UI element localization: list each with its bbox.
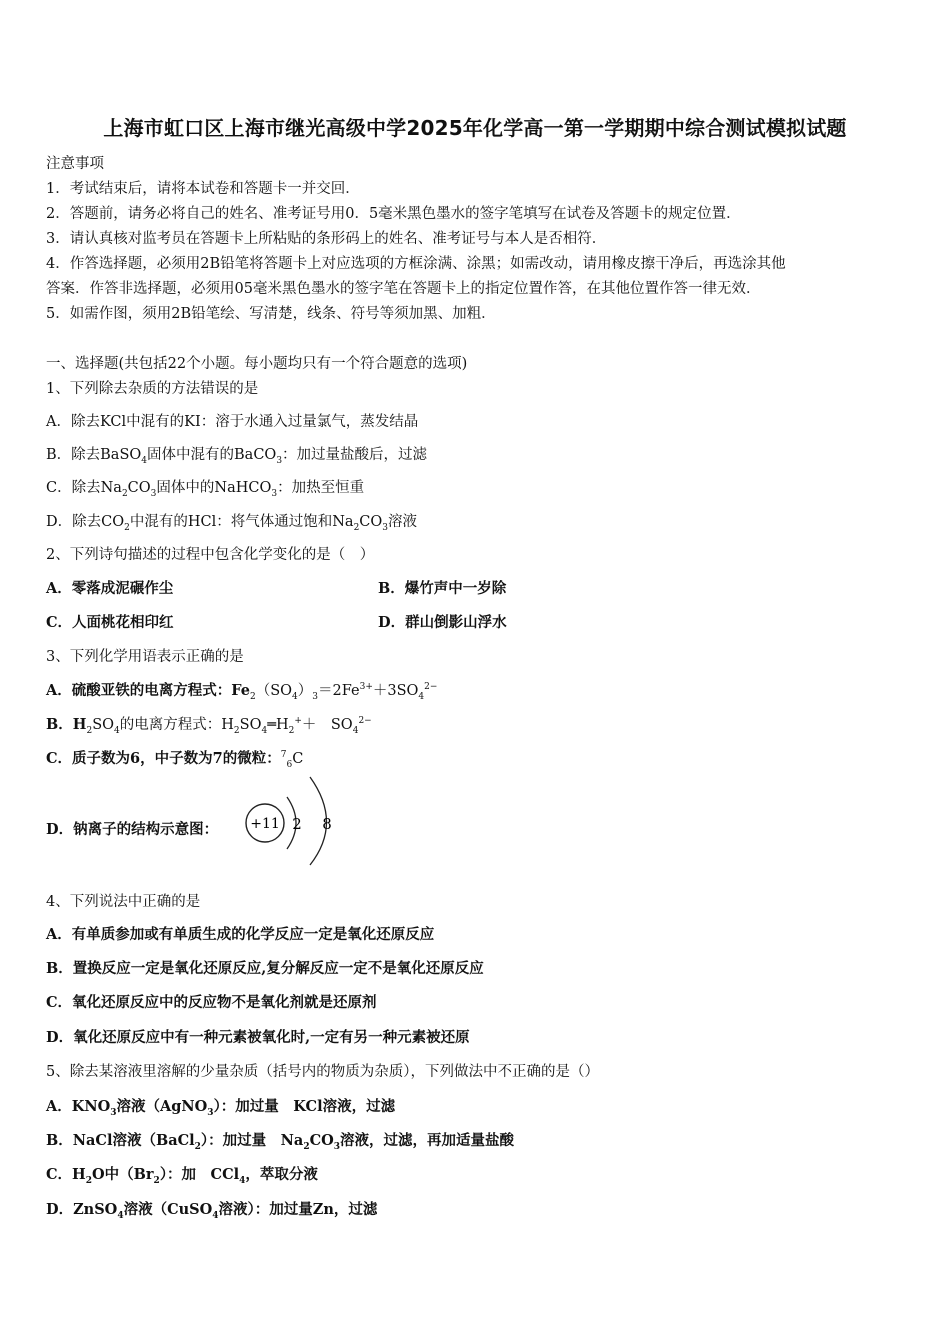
notice-item-5: 5．如需作图，须用2B铅笔绘、写清楚，线条、符号等须加黑、加粗． <box>46 306 496 322</box>
notice-item-4: 4．作答选择题，必须用2B铅笔将答题卡上对应选项的方框涂满、涂黑；如需改动，请用橡皮擦干净后，再选涂其他 <box>46 256 786 272</box>
notice-heading: 注意事项 <box>46 156 104 172</box>
q5-option-a: A．$KNO_3$溶液（AgNO$_3$）：加过量 KCl溶液，过滤 <box>46 1098 396 1118</box>
q1-option-b: B．除去BaSO$_4$固体中混有的BaCO$_3$：加过量盐酸后，过滤 <box>46 447 428 466</box>
q2-option-b: B．爆竹声中一岁除 <box>378 580 507 597</box>
nucleus-label: +11 <box>250 816 280 832</box>
notice-item-2: 2．答题前，请务必将自己的姓名、准考证号用0．5毫米黑色墨水的签字笔填写在试卷及答题卡的规定位置． <box>46 206 741 222</box>
sodium-ion-diagram <box>243 775 338 867</box>
shell-1-electrons: 2 <box>292 815 302 833</box>
q5-stem: 5、除去某溶液里溶解的少量杂质（括号内的物质为杂质），下列做法中不正确的是（） <box>46 1064 599 1080</box>
q3-stem: 3、下列化学用语表示正确的是 <box>46 649 244 665</box>
q4-option-a: A．有单质参加或有单质生成的化学反应一定是氧化还原反应 <box>46 926 435 943</box>
q1-option-d: D．除去$CO_2$中混有的HCl：将气体通过饱和$Na_2CO_3$溶液 <box>46 514 418 533</box>
q1-option-c: C．除去$Na_2CO_3$固体中的NaHCO$_3$：加热至恒重 <box>46 480 365 499</box>
q5-option-d: D．ZnSO$_4$溶液（CuSO$_4$溶液）：加过量Zn，过滤 <box>46 1201 378 1221</box>
notice-item-4-cont: 答案．作答非选择题，必须用05毫米黑色墨水的签字笔在答题卡上的指定位置作答，在其他位置作答一律无效． <box>46 281 761 297</box>
q3-option-b: B．$H_2SO_4$的电离方程式：$H_2SO_4═H_2^++$ $SO_4^{2-}$ <box>46 716 372 736</box>
q5-option-b: B．NaCl溶液（BaCl$_2$）：加过量 $Na_2CO_3$溶液，过滤，再加适量盐酸 <box>46 1132 515 1152</box>
q4-stem: 4、下列说法中正确的是 <box>46 894 201 910</box>
q4-option-b: B．置换反应一定是氧化还原反应,复分解反应一定不是氧化还原反应 <box>46 960 484 977</box>
q3-option-d: D．钠离子的结构示意图： <box>46 821 219 838</box>
q4-option-d: D．氧化还原反应中有一种元素被氧化时,一定有另一种元素被还原 <box>46 1029 470 1046</box>
page-title: 上海市虹口区上海市继光高级中学2025年化学高一第一学期期中综合测试模拟试题 <box>103 116 847 140</box>
q2-stem: 2、下列诗句描述的过程中包含化学变化的是（ ） <box>46 547 375 563</box>
shell-2-electrons: 8 <box>322 815 332 833</box>
q2-option-d: D．群山倒影山浮水 <box>378 614 507 631</box>
q3-option-c: C．质子数为6，中子数为7的微粒：$^7_6$C <box>46 750 304 770</box>
section-heading: 一、选择题(共包括22个小题。每小题均只有一个符合题意的选项) <box>46 356 468 372</box>
q4-option-c: C．氧化还原反应中的反应物不是氧化剂就是还原剂 <box>46 994 377 1011</box>
q1-option-a: A．除去KCl中混有的KI：溶于水通入过量氯气，蒸发结晶 <box>46 414 419 430</box>
notice-item-3: 3．请认真核对监考员在答题卡上所粘贴的条形码上的姓名、准考证号与本人是否相符． <box>46 231 607 247</box>
q5-option-c: C．$H_2O$中$(Br_2)$：加 CCl$_4$，萃取分液 <box>46 1166 318 1186</box>
q1-stem: 1、下列除去杂质的方法错误的是 <box>46 381 259 397</box>
q2-option-a: A．零落成泥碾作尘 <box>46 580 174 597</box>
q3-option-a: A．硫酸亚铁的电离方程式：$Fe_2(SO_4)_3=2Fe^{3+}+3SO_4^{2-}$ <box>46 682 438 702</box>
notice-item-1: 1．考试结束后，请将本试卷和答题卡一并交回． <box>46 181 360 197</box>
q2-option-c: C．人面桃花相印红 <box>46 614 174 631</box>
